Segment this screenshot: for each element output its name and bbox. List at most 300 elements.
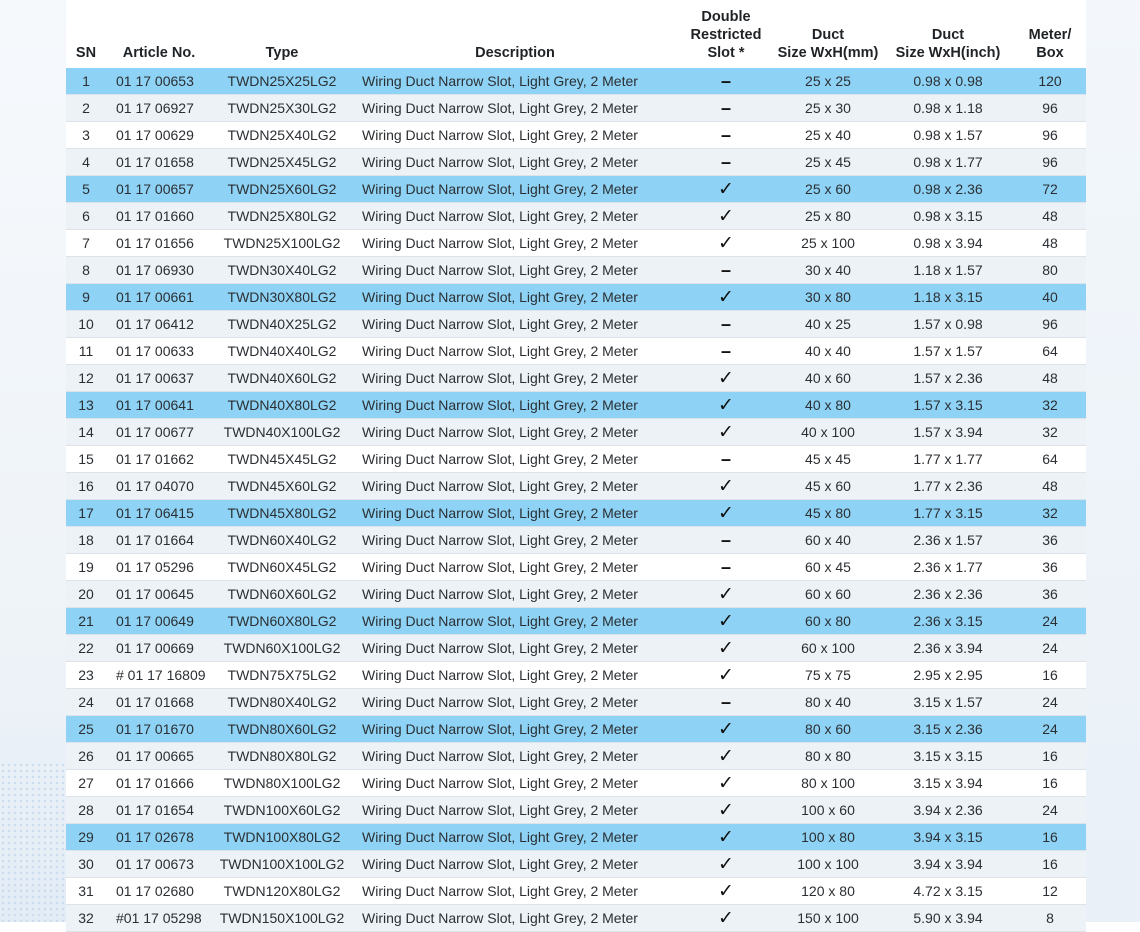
cell-article-no: 01 17 01668 — [106, 689, 212, 716]
table-row — [66, 905, 1086, 932]
cell-double-restricted-slot — [678, 662, 774, 689]
cell-sn: 28 — [66, 797, 106, 824]
cell-duct-size-mm: 80 x 100 — [774, 770, 882, 797]
cell-double-restricted-slot — [678, 365, 774, 392]
cell-duct-size-inch: 3.15 x 3.15 — [882, 743, 1014, 770]
cell-duct-size-inch: 3.94 x 2.36 — [882, 797, 1014, 824]
cell-type: TWDN25X60LG2 — [212, 176, 352, 203]
cell-duct-size-mm: 40 x 80 — [774, 392, 882, 419]
cell-type: TWDN80X60LG2 — [212, 716, 352, 743]
header-description: Description — [475, 45, 555, 61]
cell-meter-per-box: 120 — [1014, 68, 1086, 95]
cell-type: TWDN120X80LG2 — [212, 878, 352, 905]
checkmark-icon: ✓ — [718, 772, 734, 794]
table-row — [66, 743, 1086, 770]
cell-duct-size-inch: 3.94 x 3.94 — [882, 851, 1014, 878]
cell-article-no: 01 17 01654 — [106, 797, 212, 824]
checkmark-icon: ✓ — [718, 745, 734, 767]
header-slot-line2: Restricted — [690, 27, 762, 43]
cell-description: Wiring Duct Narrow Slot, Light Grey, 2 Meter — [352, 446, 678, 473]
cell-description: Wiring Duct Narrow Slot, Light Grey, 2 Meter — [352, 149, 678, 176]
cell-description: Wiring Duct Narrow Slot, Light Grey, 2 Meter — [352, 284, 678, 311]
table-row — [66, 878, 1086, 905]
cell-type: TWDN45X60LG2 — [212, 473, 352, 500]
dash-icon: – — [720, 692, 731, 712]
cell-duct-size-inch: 1.57 x 1.57 — [882, 338, 1014, 365]
cell-duct-size-mm: 25 x 45 — [774, 149, 882, 176]
checkmark-icon: ✓ — [718, 610, 734, 632]
cell-description: Wiring Duct Narrow Slot, Light Grey, 2 Meter — [352, 716, 678, 743]
cell-article-no: 01 17 00649 — [106, 608, 212, 635]
cell-meter-per-box: 64 — [1014, 338, 1086, 365]
cell-sn: 26 — [66, 743, 106, 770]
cell-duct-size-inch: 0.98 x 1.18 — [882, 95, 1014, 122]
cell-meter-per-box: 48 — [1014, 473, 1086, 500]
table-body — [66, 68, 1086, 932]
table-row — [66, 500, 1086, 527]
cell-description: Wiring Duct Narrow Slot, Light Grey, 2 Meter — [352, 608, 678, 635]
cell-duct-size-mm: 100 x 80 — [774, 824, 882, 851]
cell-description: Wiring Duct Narrow Slot, Light Grey, 2 Meter — [352, 311, 678, 338]
cell-duct-size-mm: 25 x 60 — [774, 176, 882, 203]
cell-double-restricted-slot — [678, 581, 774, 608]
cell-double-restricted-slot — [678, 716, 774, 743]
checkmark-icon: ✓ — [718, 421, 734, 443]
table-row — [66, 311, 1086, 338]
table-row — [66, 284, 1086, 311]
cell-meter-per-box: 16 — [1014, 851, 1086, 878]
cell-duct-size-inch: 3.94 x 3.15 — [882, 824, 1014, 851]
cell-sn: 19 — [66, 554, 106, 581]
cell-meter-per-box: 32 — [1014, 500, 1086, 527]
dash-icon: – — [720, 449, 731, 469]
cell-sn: 11 — [66, 338, 106, 365]
cell-description: Wiring Duct Narrow Slot, Light Grey, 2 Meter — [352, 689, 678, 716]
cell-duct-size-inch: 1.57 x 0.98 — [882, 311, 1014, 338]
header-mm-line2: Size WxH(mm) — [777, 45, 879, 61]
cell-duct-size-mm: 80 x 80 — [774, 743, 882, 770]
cell-type: TWDN30X40LG2 — [212, 257, 352, 284]
cell-duct-size-inch: 1.57 x 3.15 — [882, 392, 1014, 419]
cell-meter-per-box: 24 — [1014, 716, 1086, 743]
cell-type: TWDN40X40LG2 — [212, 338, 352, 365]
cell-duct-size-mm: 60 x 60 — [774, 581, 882, 608]
cell-article-no: 01 17 06412 — [106, 311, 212, 338]
cell-description: Wiring Duct Narrow Slot, Light Grey, 2 Meter — [352, 203, 678, 230]
cell-article-no: 01 17 02680 — [106, 878, 212, 905]
checkmark-icon: ✓ — [718, 178, 734, 200]
table-row — [66, 608, 1086, 635]
cell-duct-size-mm: 45 x 60 — [774, 473, 882, 500]
cell-duct-size-mm: 80 x 40 — [774, 689, 882, 716]
checkmark-icon: ✓ — [718, 826, 734, 848]
table-row — [66, 257, 1086, 284]
header-slot-line3: Slot * — [707, 45, 745, 61]
cell-double-restricted-slot — [678, 878, 774, 905]
header-inch-line1: Duct — [931, 27, 965, 43]
product-table-container — [66, 2, 1086, 929]
cell-description: Wiring Duct Narrow Slot, Light Grey, 2 Meter — [352, 797, 678, 824]
cell-type: TWDN150X100LG2 — [212, 905, 352, 932]
table-row — [66, 554, 1086, 581]
table-row — [66, 851, 1086, 878]
cell-article-no: 01 17 01666 — [106, 770, 212, 797]
cell-double-restricted-slot — [678, 473, 774, 500]
cell-article-no: 01 17 01656 — [106, 230, 212, 257]
cell-duct-size-mm: 100 x 100 — [774, 851, 882, 878]
cell-meter-per-box: 16 — [1014, 770, 1086, 797]
cell-sn: 22 — [66, 635, 106, 662]
table-row — [66, 68, 1086, 95]
header-meter-per-box — [1014, 2, 1086, 68]
cell-type: TWDN25X40LG2 — [212, 122, 352, 149]
cell-type: TWDN40X100LG2 — [212, 419, 352, 446]
cell-double-restricted-slot — [678, 122, 774, 149]
cell-sn: 30 — [66, 851, 106, 878]
header-slot-line1: Double — [701, 9, 751, 25]
cell-description: Wiring Duct Narrow Slot, Light Grey, 2 Meter — [352, 743, 678, 770]
cell-article-no: 01 17 00641 — [106, 392, 212, 419]
left-margin-background — [0, 0, 66, 922]
cell-meter-per-box: 24 — [1014, 635, 1086, 662]
checkmark-icon: ✓ — [718, 637, 734, 659]
checkmark-icon: ✓ — [718, 475, 734, 497]
cell-type: TWDN25X100LG2 — [212, 230, 352, 257]
cell-duct-size-mm: 120 x 80 — [774, 878, 882, 905]
header-inch-line2: Size WxH(inch) — [895, 45, 1001, 61]
cell-double-restricted-slot — [678, 635, 774, 662]
cell-type: TWDN45X45LG2 — [212, 446, 352, 473]
cell-type: TWDN30X80LG2 — [212, 284, 352, 311]
dash-icon: – — [720, 314, 731, 334]
cell-double-restricted-slot — [678, 446, 774, 473]
cell-type: TWDN80X100LG2 — [212, 770, 352, 797]
dot-pattern-decoration — [0, 762, 66, 922]
table-row — [66, 635, 1086, 662]
header-type: Type — [265, 45, 299, 61]
cell-duct-size-mm: 60 x 40 — [774, 527, 882, 554]
checkmark-icon: ✓ — [718, 853, 734, 875]
cell-double-restricted-slot — [678, 527, 774, 554]
cell-description: Wiring Duct Narrow Slot, Light Grey, 2 Meter — [352, 500, 678, 527]
header-duct-size-mm — [774, 2, 882, 68]
cell-meter-per-box: 72 — [1014, 176, 1086, 203]
cell-meter-per-box: 12 — [1014, 878, 1086, 905]
cell-type: TWDN25X30LG2 — [212, 95, 352, 122]
cell-article-no: 01 17 00645 — [106, 581, 212, 608]
cell-duct-size-inch: 0.98 x 0.98 — [882, 68, 1014, 95]
cell-description: Wiring Duct Narrow Slot, Light Grey, 2 Meter — [352, 581, 678, 608]
checkmark-icon: ✓ — [718, 367, 734, 389]
cell-double-restricted-slot — [678, 743, 774, 770]
cell-type: TWDN80X40LG2 — [212, 689, 352, 716]
table-row — [66, 392, 1086, 419]
checkmark-icon: ✓ — [718, 394, 734, 416]
cell-meter-per-box: 36 — [1014, 554, 1086, 581]
cell-duct-size-mm: 25 x 80 — [774, 203, 882, 230]
cell-duct-size-inch: 2.36 x 3.94 — [882, 635, 1014, 662]
cell-description: Wiring Duct Narrow Slot, Light Grey, 2 Meter — [352, 95, 678, 122]
cell-double-restricted-slot — [678, 311, 774, 338]
cell-meter-per-box: 8 — [1014, 905, 1086, 932]
cell-double-restricted-slot — [678, 203, 774, 230]
cell-duct-size-mm: 45 x 80 — [774, 500, 882, 527]
cell-article-no: 01 17 06927 — [106, 95, 212, 122]
cell-duct-size-inch: 3.15 x 1.57 — [882, 689, 1014, 716]
cell-sn: 7 — [66, 230, 106, 257]
cell-duct-size-mm: 150 x 100 — [774, 905, 882, 932]
cell-meter-per-box: 96 — [1014, 95, 1086, 122]
table-row — [66, 473, 1086, 500]
cell-article-no: 01 17 00669 — [106, 635, 212, 662]
wiring-duct-table — [66, 2, 1086, 932]
cell-sn: 32 — [66, 905, 106, 932]
cell-duct-size-inch: 1.18 x 1.57 — [882, 257, 1014, 284]
right-margin-background — [1086, 0, 1140, 922]
cell-type: TWDN100X80LG2 — [212, 824, 352, 851]
cell-duct-size-inch: 1.77 x 3.15 — [882, 500, 1014, 527]
cell-duct-size-mm: 40 x 25 — [774, 311, 882, 338]
cell-type: TWDN60X45LG2 — [212, 554, 352, 581]
header-mm-line1: Duct — [811, 27, 845, 43]
cell-description: Wiring Duct Narrow Slot, Light Grey, 2 Meter — [352, 230, 678, 257]
cell-type: TWDN75X75LG2 — [212, 662, 352, 689]
cell-article-no: 01 17 00657 — [106, 176, 212, 203]
table-row — [66, 662, 1086, 689]
cell-duct-size-inch: 2.36 x 1.77 — [882, 554, 1014, 581]
cell-article-no: 01 17 01660 — [106, 203, 212, 230]
cell-article-no: 01 17 02678 — [106, 824, 212, 851]
cell-type: TWDN60X60LG2 — [212, 581, 352, 608]
checkmark-icon: ✓ — [718, 502, 734, 524]
cell-article-no: 01 17 00629 — [106, 122, 212, 149]
cell-sn: 12 — [66, 365, 106, 392]
cell-duct-size-inch: 4.72 x 3.15 — [882, 878, 1014, 905]
cell-article-no: 01 17 01670 — [106, 716, 212, 743]
cell-meter-per-box: 36 — [1014, 527, 1086, 554]
checkmark-icon: ✓ — [718, 718, 734, 740]
cell-type: TWDN40X80LG2 — [212, 392, 352, 419]
cell-type: TWDN45X80LG2 — [212, 500, 352, 527]
dash-icon: – — [720, 125, 731, 145]
cell-meter-per-box: 16 — [1014, 662, 1086, 689]
cell-duct-size-mm: 25 x 40 — [774, 122, 882, 149]
cell-duct-size-mm: 60 x 45 — [774, 554, 882, 581]
cell-article-no: 01 17 04070 — [106, 473, 212, 500]
table-row — [66, 689, 1086, 716]
cell-double-restricted-slot — [678, 608, 774, 635]
cell-duct-size-inch: 3.15 x 2.36 — [882, 716, 1014, 743]
cell-sn: 8 — [66, 257, 106, 284]
cell-duct-size-inch: 0.98 x 1.57 — [882, 122, 1014, 149]
cell-article-no: 01 17 00637 — [106, 365, 212, 392]
cell-sn: 10 — [66, 311, 106, 338]
cell-sn: 2 — [66, 95, 106, 122]
cell-type: TWDN100X100LG2 — [212, 851, 352, 878]
header-box-line1: Meter/ — [1028, 27, 1072, 43]
cell-meter-per-box: 24 — [1014, 797, 1086, 824]
cell-type: TWDN25X45LG2 — [212, 149, 352, 176]
cell-type: TWDN60X40LG2 — [212, 527, 352, 554]
cell-duct-size-mm: 30 x 80 — [774, 284, 882, 311]
header-double-restricted-slot — [678, 2, 774, 68]
cell-duct-size-inch: 2.95 x 2.95 — [882, 662, 1014, 689]
cell-meter-per-box: 64 — [1014, 446, 1086, 473]
cell-sn: 3 — [66, 122, 106, 149]
cell-article-no: 01 17 01664 — [106, 527, 212, 554]
cell-description: Wiring Duct Narrow Slot, Light Grey, 2 Meter — [352, 635, 678, 662]
cell-meter-per-box: 32 — [1014, 392, 1086, 419]
cell-type: TWDN60X80LG2 — [212, 608, 352, 635]
cell-article-no: 01 17 00661 — [106, 284, 212, 311]
table-row — [66, 419, 1086, 446]
cell-double-restricted-slot — [678, 770, 774, 797]
cell-sn: 31 — [66, 878, 106, 905]
cell-sn: 17 — [66, 500, 106, 527]
cell-sn: 9 — [66, 284, 106, 311]
cell-meter-per-box: 16 — [1014, 824, 1086, 851]
cell-description: Wiring Duct Narrow Slot, Light Grey, 2 Meter — [352, 419, 678, 446]
cell-double-restricted-slot — [678, 797, 774, 824]
cell-duct-size-mm: 25 x 25 — [774, 68, 882, 95]
checkmark-icon: ✓ — [718, 664, 734, 686]
cell-article-no: #01 17 05298 — [106, 905, 212, 932]
cell-double-restricted-slot — [678, 824, 774, 851]
checkmark-icon: ✓ — [718, 286, 734, 308]
cell-meter-per-box: 40 — [1014, 284, 1086, 311]
cell-duct-size-mm: 30 x 40 — [774, 257, 882, 284]
cell-sn: 24 — [66, 689, 106, 716]
table-row — [66, 122, 1086, 149]
cell-duct-size-inch: 0.98 x 2.36 — [882, 176, 1014, 203]
cell-duct-size-mm: 25 x 30 — [774, 95, 882, 122]
cell-meter-per-box: 48 — [1014, 203, 1086, 230]
cell-meter-per-box: 24 — [1014, 608, 1086, 635]
cell-description: Wiring Duct Narrow Slot, Light Grey, 2 Meter — [352, 257, 678, 284]
cell-duct-size-inch: 1.57 x 2.36 — [882, 365, 1014, 392]
cell-duct-size-mm: 40 x 100 — [774, 419, 882, 446]
cell-article-no: 01 17 00677 — [106, 419, 212, 446]
cell-type: TWDN60X100LG2 — [212, 635, 352, 662]
table-row — [66, 176, 1086, 203]
cell-duct-size-inch: 0.98 x 3.94 — [882, 230, 1014, 257]
cell-double-restricted-slot — [678, 392, 774, 419]
cell-sn: 21 — [66, 608, 106, 635]
cell-meter-per-box: 96 — [1014, 149, 1086, 176]
cell-double-restricted-slot — [678, 689, 774, 716]
table-row — [66, 581, 1086, 608]
cell-double-restricted-slot — [678, 284, 774, 311]
table-row — [66, 203, 1086, 230]
cell-double-restricted-slot — [678, 95, 774, 122]
cell-duct-size-inch: 0.98 x 1.77 — [882, 149, 1014, 176]
cell-duct-size-mm: 25 x 100 — [774, 230, 882, 257]
cell-description: Wiring Duct Narrow Slot, Light Grey, 2 Meter — [352, 365, 678, 392]
cell-duct-size-inch: 1.18 x 3.15 — [882, 284, 1014, 311]
cell-sn: 16 — [66, 473, 106, 500]
dash-icon: – — [720, 557, 731, 577]
cell-meter-per-box: 80 — [1014, 257, 1086, 284]
cell-sn: 20 — [66, 581, 106, 608]
cell-description: Wiring Duct Narrow Slot, Light Grey, 2 Meter — [352, 68, 678, 95]
cell-sn: 23 — [66, 662, 106, 689]
cell-sn: 29 — [66, 824, 106, 851]
cell-article-no: 01 17 05296 — [106, 554, 212, 581]
checkmark-icon: ✓ — [718, 232, 734, 254]
cell-article-no: 01 17 06930 — [106, 257, 212, 284]
cell-meter-per-box: 48 — [1014, 365, 1086, 392]
cell-duct-size-mm: 40 x 60 — [774, 365, 882, 392]
cell-duct-size-mm: 75 x 75 — [774, 662, 882, 689]
cell-duct-size-inch: 2.36 x 3.15 — [882, 608, 1014, 635]
table-row — [66, 716, 1086, 743]
cell-meter-per-box: 36 — [1014, 581, 1086, 608]
checkmark-icon: ✓ — [718, 205, 734, 227]
cell-double-restricted-slot — [678, 176, 774, 203]
dash-icon: – — [720, 260, 731, 280]
cell-double-restricted-slot — [678, 905, 774, 932]
cell-duct-size-mm: 60 x 100 — [774, 635, 882, 662]
cell-duct-size-mm: 60 x 80 — [774, 608, 882, 635]
table-row — [66, 338, 1086, 365]
cell-duct-size-mm: 80 x 60 — [774, 716, 882, 743]
cell-duct-size-inch: 1.77 x 2.36 — [882, 473, 1014, 500]
cell-sn: 25 — [66, 716, 106, 743]
cell-sn: 1 — [66, 68, 106, 95]
header-sn: SN — [75, 45, 97, 61]
cell-description: Wiring Duct Narrow Slot, Light Grey, 2 Meter — [352, 338, 678, 365]
cell-article-no: # 01 17 16809 — [106, 662, 212, 689]
cell-duct-size-mm: 100 x 60 — [774, 797, 882, 824]
cell-description: Wiring Duct Narrow Slot, Light Grey, 2 Meter — [352, 527, 678, 554]
cell-type: TWDN100X60LG2 — [212, 797, 352, 824]
cell-description: Wiring Duct Narrow Slot, Light Grey, 2 Meter — [352, 122, 678, 149]
cell-duct-size-inch: 5.90 x 3.94 — [882, 905, 1014, 932]
cell-duct-size-inch: 2.36 x 1.57 — [882, 527, 1014, 554]
cell-sn: 14 — [66, 419, 106, 446]
cell-description: Wiring Duct Narrow Slot, Light Grey, 2 Meter — [352, 770, 678, 797]
cell-description: Wiring Duct Narrow Slot, Light Grey, 2 Meter — [352, 905, 678, 932]
table-row — [66, 95, 1086, 122]
cell-article-no: 01 17 01658 — [106, 149, 212, 176]
dash-icon: – — [720, 341, 731, 361]
cell-description: Wiring Duct Narrow Slot, Light Grey, 2 Meter — [352, 554, 678, 581]
cell-duct-size-inch: 3.15 x 3.94 — [882, 770, 1014, 797]
cell-description: Wiring Duct Narrow Slot, Light Grey, 2 Meter — [352, 473, 678, 500]
cell-meter-per-box: 16 — [1014, 743, 1086, 770]
cell-article-no: 01 17 06415 — [106, 500, 212, 527]
dash-icon: – — [720, 71, 731, 91]
cell-article-no: 01 17 00633 — [106, 338, 212, 365]
cell-article-no: 01 17 00653 — [106, 68, 212, 95]
cell-article-no: 01 17 00665 — [106, 743, 212, 770]
table-row — [66, 149, 1086, 176]
cell-meter-per-box: 24 — [1014, 689, 1086, 716]
cell-description: Wiring Duct Narrow Slot, Light Grey, 2 Meter — [352, 851, 678, 878]
header-article-no: Article No. — [122, 45, 196, 61]
cell-type: TWDN40X60LG2 — [212, 365, 352, 392]
cell-duct-size-mm: 45 x 45 — [774, 446, 882, 473]
cell-article-no: 01 17 01662 — [106, 446, 212, 473]
cell-double-restricted-slot — [678, 419, 774, 446]
cell-double-restricted-slot — [678, 851, 774, 878]
header-box-line2: Box — [1036, 45, 1064, 61]
cell-double-restricted-slot — [678, 500, 774, 527]
dash-icon: – — [720, 530, 731, 550]
cell-type: TWDN80X80LG2 — [212, 743, 352, 770]
cell-sn: 18 — [66, 527, 106, 554]
cell-meter-per-box: 96 — [1014, 122, 1086, 149]
